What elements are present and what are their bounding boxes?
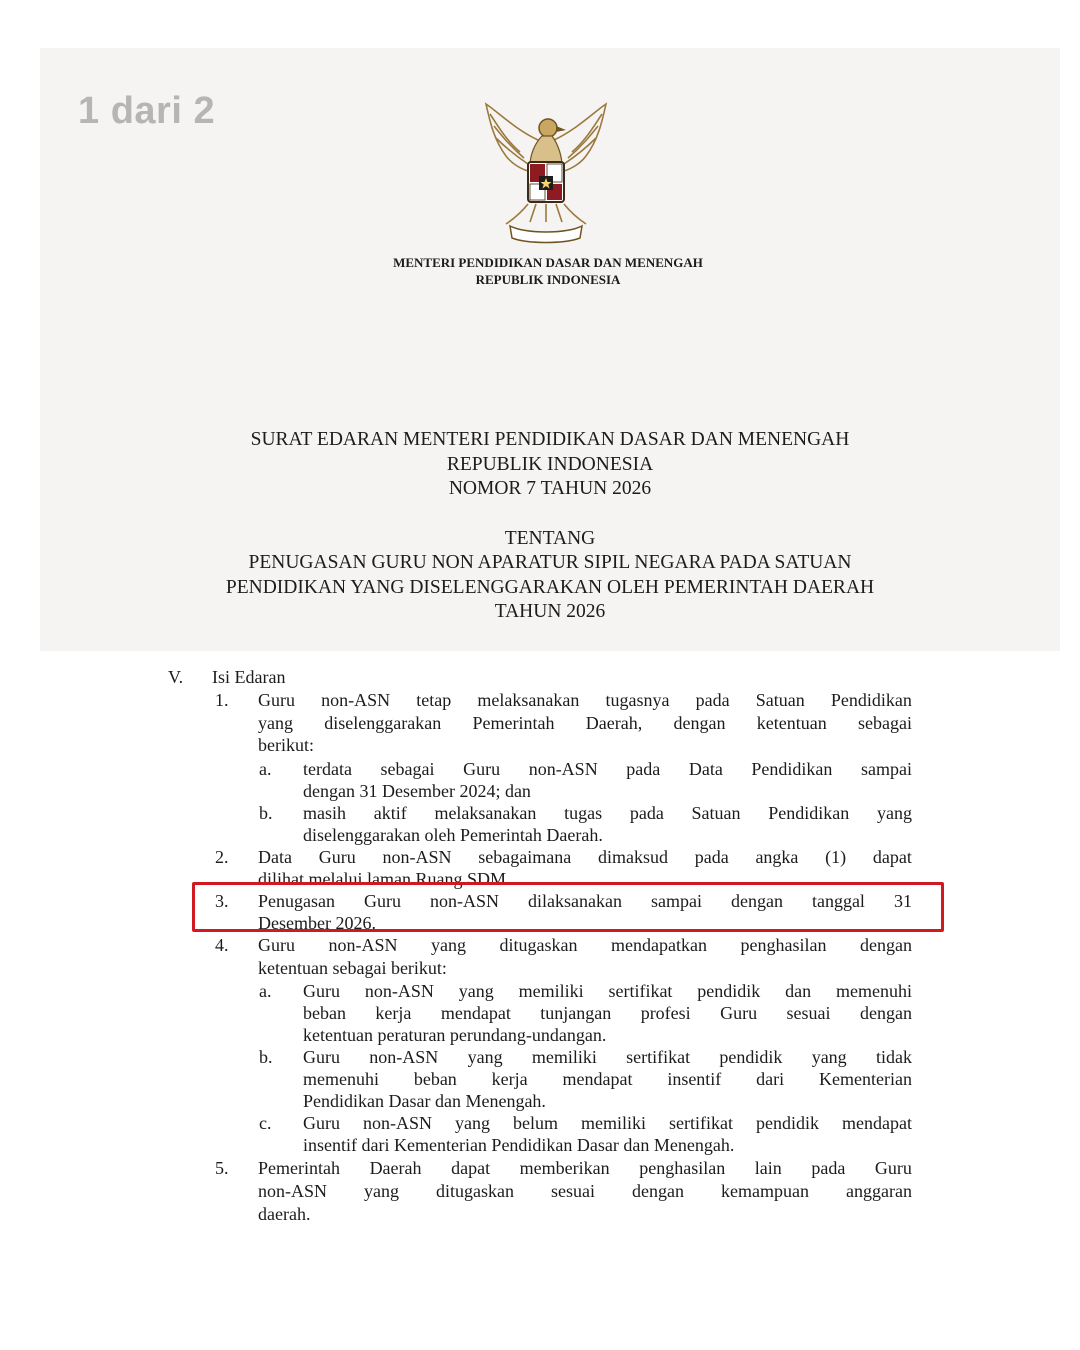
subitem-label: b. <box>259 1047 273 1067</box>
subitem-label: a. <box>259 981 272 1001</box>
subject-line-2: PENDIDIKAN YANG DISELENGGARAKAN OLEH PEMERINTAH DAERAH <box>225 576 875 598</box>
subitem-text-line: Pendidikan Dasar dan Menengah. <box>303 1091 546 1111</box>
item-number: 3. <box>215 891 229 911</box>
title-line-2: REPUBLIK INDONESIA <box>446 453 654 475</box>
subitem-text-line: Guru non-ASN yang memiliki sertifikat pendidik yang tidak <box>303 1047 912 1067</box>
item-text-line: Data Guru non-ASN sebagaimana dimaksud pada angka (1) dapat <box>258 847 912 867</box>
item-number: 1. <box>215 690 229 710</box>
subitem-text-line: masih aktif melaksanakan tugas pada Satuan Pendidikan yang <box>303 803 912 823</box>
item-text-line: yang diselenggarakan Pemerintah Daerah, dengan ketentuan sebagai <box>258 713 912 733</box>
item-number: 4. <box>215 935 229 955</box>
subitem-text-line: diselenggarakan oleh Pemerintah Daerah. <box>303 825 603 845</box>
subitem-text-line: insentif dari Kementerian Pendidikan Dasar dan Menengah. <box>303 1135 735 1155</box>
highlight-annotation-box <box>192 882 944 932</box>
item-number: 5. <box>215 1158 229 1178</box>
page-indicator: 1 dari 2 <box>78 90 216 132</box>
subitem-text-line: memenuhi beban kerja mendapat insentif dari Kementerian <box>303 1069 912 1089</box>
subitem-text-line: beban kerja mendapat tunjangan profesi Guru sesuai dengan <box>303 1003 912 1023</box>
subject-line-1: PENUGASAN GURU NON APARATUR SIPIL NEGARA PADA SATUAN <box>248 552 852 573</box>
section-heading: Isi Edaran <box>212 667 286 687</box>
subitem-label: c. <box>259 1113 272 1133</box>
section-number: V. <box>168 667 184 687</box>
subitem-label: b. <box>259 803 273 823</box>
item-text-line: non-ASN yang ditugaskan sesuai dengan kemampuan anggaran <box>258 1181 912 1201</box>
subitem-label: a. <box>259 759 272 779</box>
subitem-text-line: terdata sebagai Guru non-ASN pada Data Pendidikan sampai <box>303 759 912 779</box>
title-tentang: TENTANG <box>504 527 596 549</box>
item-text-line: ketentuan sebagai berikut: <box>258 958 447 978</box>
letterhead-line-2: REPUBLIK INDONESIA <box>475 272 621 287</box>
subitem-text-line: ketentuan peraturan perundang-undangan. <box>303 1025 607 1045</box>
title-line-3: NOMOR 7 TAHUN 2026 <box>448 478 652 499</box>
item-text-line: Desember 2026. <box>258 913 376 933</box>
subject-line-3: TAHUN 2026 <box>494 601 606 622</box>
item-text-line: Pemerintah Daerah dapat memberikan penghasilan lain pada Guru <box>258 1158 912 1178</box>
item-text-line: berikut: <box>258 735 314 755</box>
item-text-line: Penugasan Guru non-ASN dilaksanakan sampai dengan tanggal 31 <box>258 891 912 911</box>
subitem-text-line: dengan 31 Desember 2024; dan <box>303 781 531 801</box>
item-text-line: Guru non-ASN tetap melaksanakan tugasnya pada Satuan Pendidikan <box>258 690 912 710</box>
item-text-line: daerah. <box>258 1204 311 1224</box>
subitem-text-line: Guru non-ASN yang belum memiliki sertifikat pendidik mendapat <box>303 1113 912 1133</box>
subitem-text-line: Guru non-ASN yang memiliki sertifikat pendidik dan memenuhi <box>303 981 912 1001</box>
item-text-line: Guru non-ASN yang ditugaskan mendapatkan penghasilan dengan <box>258 935 912 955</box>
letterhead-line-1: MENTERI PENDIDIKAN DASAR DAN MENENGAH <box>393 255 703 270</box>
title-line-1: SURAT EDARAN MENTERI PENDIDIKAN DASAR DAN MENENGAH <box>250 429 850 450</box>
item-text-line: dilihat melalui laman Ruang SDM. <box>258 869 511 889</box>
item-number: 2. <box>215 847 229 867</box>
